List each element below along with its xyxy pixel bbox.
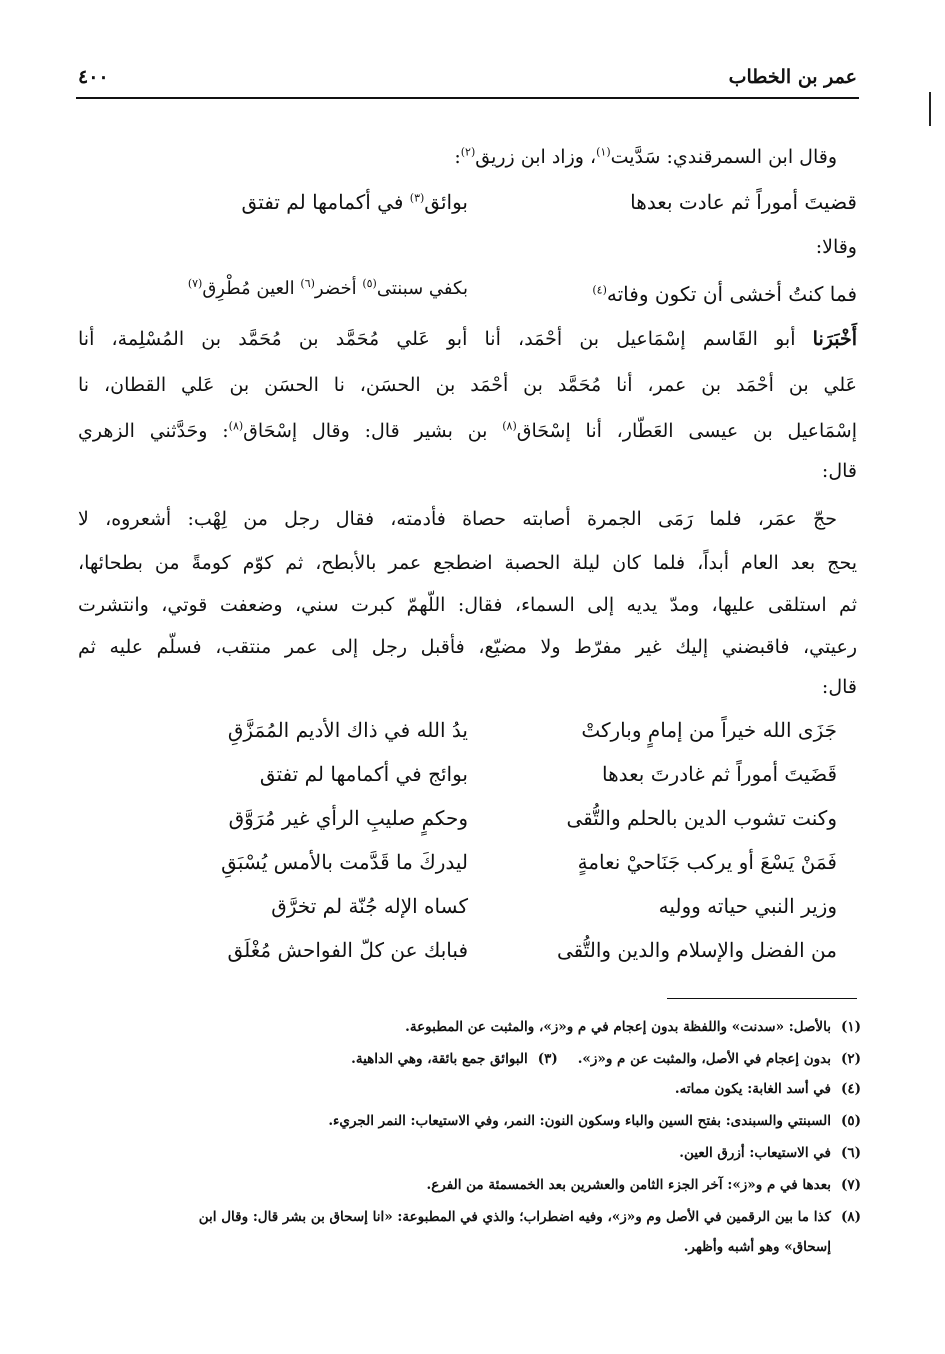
footnote-marker[interactable]: (٨) [502, 419, 517, 433]
poem-hemistich-right: قَضَيتَ أموراً ثم غادرتَ بعدها [602, 762, 837, 786]
footnote-number: (١) [840, 1019, 861, 1035]
footnote-text: بعدها في م و«ز»: آخر الجزء الثامن والعشرين بعد الخمسمئة من الفرع. [426, 1177, 831, 1193]
footnote [80, 1174, 861, 1196]
text-line: حجّ عمَر، فلما رَمَى الجمرة أصابته حصاة فأدمته، فقال رجل من لِهْب: أشعروه، لا [78, 508, 837, 530]
footnote-text: السبنتي والسبندى: بفتح السين والباء وسكون النون: النمر، وفي الاستيعاب: النمر الجريء. [328, 1113, 831, 1129]
text-span: إسْمَاعيل بن عيسى العَطّار، أنا إسْحَاق [516, 420, 857, 442]
footnote [80, 1110, 861, 1132]
text-line: وقالا: [815, 236, 857, 258]
poem-hemistich-right: من الفضل والإسلام والدين والتُّقى [556, 938, 837, 962]
text-line: عَلي بن أحْمَد بن عمر، أنا مُحَمَّد بن أحْمَد بن الحسَن، نا الحسَن بن عَلي القطان، نا [78, 374, 857, 396]
footnote-marker[interactable]: (٧) [187, 277, 203, 290]
text-line: رعيتي، فاقبضني إليك غير مفرّط ولا مضيّع، فأقبل رجل إلى عمر منتقب، فسلّم عليه ثم [78, 636, 857, 658]
text-line [78, 324, 857, 354]
running-title: عمر بن الخطاب [728, 66, 857, 88]
text-span: العين مُطْرِق [202, 278, 301, 299]
text-line [78, 142, 837, 172]
verse-hemistich-right [501, 282, 857, 306]
poem-hemistich-right: وكنت تشوب الدين بالحلم والتُّقى [566, 806, 837, 830]
footnote [80, 1142, 861, 1164]
poem-hemistich-left: وحكمٍ صليبِ الرأي غير مُرَوَّق [228, 806, 468, 830]
verse-hemistich-right: قضيتَ أموراً ثم عادت بعدها [630, 190, 857, 214]
text-span: بوائق [424, 190, 468, 214]
text-span: : وحَدَّثني الزهري [78, 420, 229, 442]
footnote-divider [667, 998, 857, 999]
verse-hemistich-left [128, 190, 468, 214]
text-span: وقال ابن السمرقندي: سَدَّيت [610, 146, 837, 168]
footnote-number: (٣) [537, 1051, 558, 1067]
text-line: يحج بعد العام أبداً، فلما كان ليلة الحصبة اضطجع عمر بالأبطح، ثم كوّم كومةً من بطحائها، [78, 552, 857, 574]
poem-hemistich-right: جَزَى الله خيراً من إمامٍ وباركتْ [581, 718, 837, 742]
poem-hemistich-left: يدُ الله في ذاك الأديم المُمَزَّقِ [227, 718, 468, 742]
text-span: بن بشير قال: وقال إسْحَاق [243, 420, 503, 442]
footnote-marker[interactable]: (١) [596, 145, 611, 159]
footnote [80, 1206, 861, 1228]
footnote-text: كذا ما بين الرقمين في الأصل وم و«ز»، وفيه اضطراب؛ والذي في المطبوعة: «انا إسحاق بن بشر قال: وقال ابن [198, 1209, 831, 1225]
text-line [78, 416, 857, 446]
footnote-number: (٧) [840, 1177, 861, 1193]
footnote-marker[interactable]: (٣) [409, 191, 425, 205]
footnote-continuation: إسحاق» وهو أشبه وأظهر. [683, 1239, 831, 1255]
poem-hemistich-left: فبابك عن كلّ الفواحش مُغْلَق [227, 938, 468, 962]
text-line: قال: [821, 460, 857, 482]
footnote-number: (٢) [840, 1051, 861, 1067]
poem-hemistich-right: وزير النبي حياته ووليه [658, 894, 837, 918]
footnote [80, 1048, 861, 1070]
footnote-text: في أسد الغابة: يكون مماته. [674, 1081, 831, 1097]
akhbarana-keyword: أَخْبَرَنا [812, 328, 857, 350]
footnote-marker[interactable]: (٦) [300, 277, 315, 290]
text-line: ثم استلقى عليها، ومدّ يديه إلى السماء، فقال: اللّهمّ كبرت سني، وضعفت قوتي، وانتشرت [78, 594, 857, 616]
footnote-marker[interactable]: (٢) [460, 145, 476, 159]
text-span: أخضر [314, 278, 363, 299]
text-span: ، وزاد ابن زريق [475, 146, 597, 168]
text-line: قال: [821, 676, 857, 698]
header-divider [76, 97, 859, 99]
poem-hemistich-right: فَمَنْ يَسْعَ أو يركب جَنَاحيْ نعامةٍ [577, 850, 837, 874]
footnote-marker[interactable]: (٥) [362, 277, 377, 290]
footnote-marker[interactable]: (٤) [592, 283, 607, 297]
text-span: بكفي سبنتى [376, 278, 468, 299]
footnote-number: (٨) [840, 1209, 861, 1225]
poem-hemistich-left: ليدركَ ما قَدَّمت بالأمس يُسْبَقِ [221, 850, 468, 874]
poem-hemistich-left: كساه الإله جُنّة لم تخرَّق [271, 894, 468, 918]
running-header [78, 66, 857, 96]
text-span: : [454, 146, 461, 168]
footnote [80, 1016, 861, 1038]
page-edge-mark [929, 92, 931, 126]
verse-hemistich-left [128, 278, 468, 299]
footnote-marker[interactable]: (٨) [228, 419, 244, 433]
footnote-text: بالأصل: «سدنت» واللفظة بدون إعجام في م و«ز»، والمثبت عن المطبوعة. [405, 1019, 831, 1035]
footnote-number: (٤) [840, 1081, 861, 1097]
footnote-text: بدون إعجام في الأصل، والمثبت عن م و«ز». [577, 1051, 831, 1067]
text-span: أبو القَاسم إسْمَاعيل بن أحْمَد، أنا أبو عَلي مُحَمَّد بن مُحَمَّد بن المُسْلِمة، أنا [78, 328, 813, 350]
footnote-number: (٦) [840, 1145, 861, 1161]
footnote-text: البوائق جمع بائقة، وهي الداهية. [351, 1051, 528, 1067]
text-span: فما كنتُ أخشى أن تكون وفاته [606, 282, 857, 306]
footnote-text: في الاستيعاب: أزرق العين. [679, 1145, 831, 1161]
footnote [80, 1078, 861, 1100]
text-span: في أكمامها لم تفتق [241, 190, 410, 214]
page-number: ٤٠٠ [78, 66, 109, 88]
poem-hemistich-left: بوائج في أكمامها لم تفتق [259, 762, 468, 786]
footnote-number: (٥) [840, 1113, 861, 1129]
